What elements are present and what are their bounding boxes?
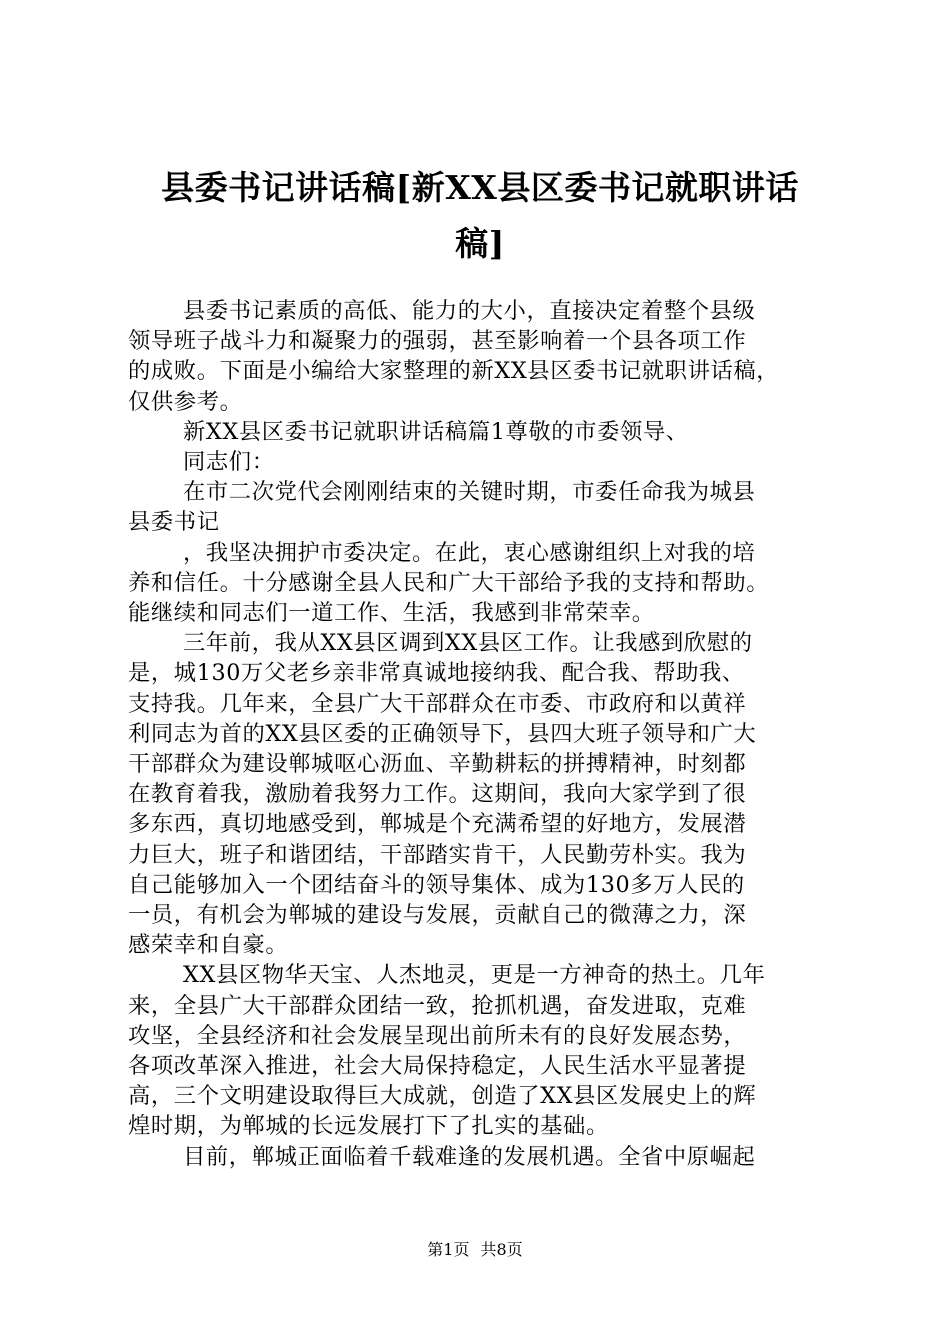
paragraph-line: XX县区物华天宝、人杰地灵，更是一方神奇的热土。几年 [183,962,766,989]
paragraph-line: 力巨大，班子和谐团结，干部踏实肯干，人民勤劳朴实。我为 [128,841,747,868]
paragraph-line: 各项改革深入推进，社会大局保持稳定，人民生活水平显著提 [128,1053,747,1080]
paragraph-line: 一员，有机会为郸城的建设与发展，贡献自己的微薄之力，深 [128,902,747,929]
paragraph-line: 攻坚，全县经济和社会发展呈现出前所未有的良好发展态势， [128,1022,747,1049]
paragraph-line: 支持我。几年来，全县广大干部群众在市委、市政府和以黄祥 [128,690,747,717]
paragraph-line: 来，全县广大干部群众团结一致，抢抓机遇，奋发进取，克难 [128,992,747,1019]
paragraph-line: 多东西，真切地感受到，郸城是个充满希望的好地方，发展潜 [128,811,747,838]
paragraph-line: 目前，郸城正面临着千载难逢的发展机遇。全省中原崛起 [183,1143,756,1170]
paragraph-line: 利同志为首的XX县区委的正确领导下，县四大班子领导和广大 [128,720,757,747]
paragraph-line: 仅供参考。 [128,388,243,415]
paragraph-line: 领导班子战斗力和凝聚力的强弱，甚至影响着一个县各项工作 [128,328,747,355]
paragraph-line: 感荣幸和自豪。 [128,932,289,959]
paragraph-line: 县委书记素质的高低、能力的大小，直接决定着整个县级 [183,298,756,324]
paragraph [128,628,840,960]
paragraph-line: 是，城130万父老乡亲非常真诚地接纳我、配合我、帮助我、 [128,660,745,687]
paragraph-line: 高，三个文明建设取得巨大成就，创造了XX县区发展史上的辉 [128,1083,757,1110]
paragraph-line: 能继续和同志们一道工作、生活，我感到非常荣幸。 [128,600,655,627]
paragraph [128,477,840,537]
paragraph-line: 同志们： [183,449,275,476]
document-body [128,296,840,1172]
paragraph [128,447,840,477]
page-footer [0,1240,950,1260]
paragraph-line: 养和信任。十分感谢全县人民和广大干部给予我的支持和帮助。 [128,569,770,596]
page-number: 第1页 [427,1240,470,1259]
paragraph [128,960,840,1141]
paragraph [128,417,840,447]
paragraph-line: 在教育着我，激励着我努力工作。这期间，我向大家学到了很 [128,781,747,808]
document-title [120,160,840,272]
title-line-1: 县委书记讲话稿[新XX县区委书记就职讲话 [161,168,799,207]
paragraph-line: 在市二次党代会刚刚结束的关键时期，市委任命我为城县 [183,479,756,506]
paragraph-line: 干部群众为建设郸城呕心沥血、辛勤耕耘的拼搏精神，时刻都 [128,751,747,778]
page-total: 共8页 [480,1240,523,1259]
paragraph-line: 煌时期，为郸城的长远发展打下了扎实的基础。 [128,1113,609,1140]
paragraph [128,538,840,629]
paragraph [128,296,840,417]
paragraph-line: ，我坚决拥护市委决定。在此，衷心感谢组织上对我的培 [183,539,756,566]
title-line-2: 稿] [455,224,505,263]
paragraph [128,1142,840,1172]
paragraph-line: 的成败。下面是小编给大家整理的新XX县区委书记就职讲话稿， [128,358,780,385]
paragraph-line: 县委书记 [128,509,220,536]
paragraph-line: 三年前，我从XX县区调到XX县区工作。让我感到欣慰的 [183,630,753,657]
paragraph-line: 新XX县区委书记就职讲话稿篇1尊敬的市委领导、 [183,418,689,445]
paragraph-line: 自己能够加入一个团结奋斗的领导集体、成为130多万人民的 [128,871,745,898]
